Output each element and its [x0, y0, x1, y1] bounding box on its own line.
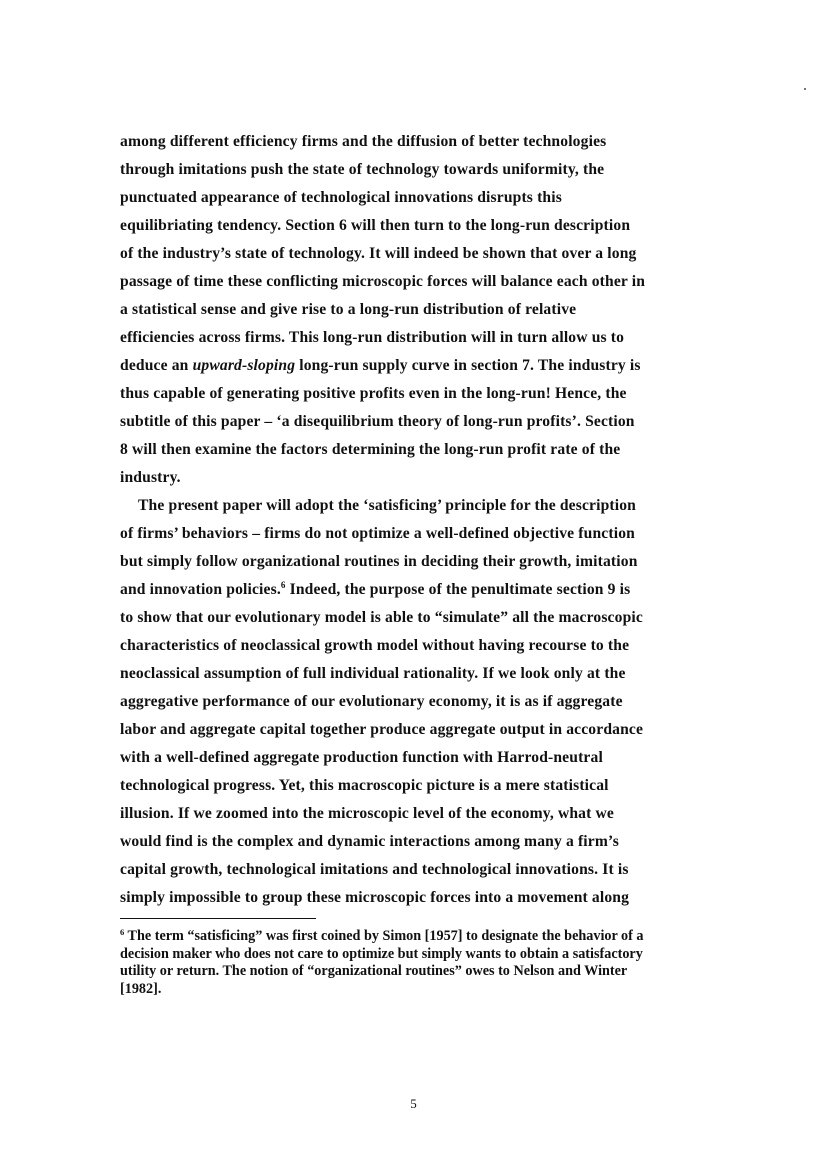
footnote-line: [1982]. [120, 980, 162, 997]
scan-speck [804, 88, 806, 90]
footnote-text: The term “satisficing” was first coined by Simon [1957] to designate the behavior of a [124, 928, 644, 944]
footnote-line: utility or return. The notion of “organizational routines” owes to Nelson and Winter [120, 963, 628, 979]
text-line: of firms’ behaviors – firms do not optimize a well-defined objective function [120, 525, 635, 542]
footnote-line: decision maker who does not care to optimize but simply wants to obtain a satisfactory [120, 945, 643, 962]
text-line: among different efficiency firms and the diffusion of better technologies [120, 133, 607, 150]
text-line: through imitations push the state of technology towards uniformity, the [120, 161, 605, 178]
footnote-line [120, 928, 760, 946]
text-line: would find is the complex and dynamic interactions among many a firm’s [120, 833, 619, 850]
text-line: The present paper will adopt the ‘satisficing’ principle for the description [138, 497, 636, 514]
text-line: simply impossible to group these microscopic forces into a movement along [120, 889, 630, 906]
footnote-reference[interactable]: 6 [280, 580, 286, 590]
text-line: but simply follow organizational routines in deciding their growth, imitation [120, 553, 638, 570]
text-line: labor and aggregate capital together produce aggregate output in accordance [120, 721, 644, 738]
text-line: passage of time these conflicting microscopic forces will balance each other in [120, 273, 646, 290]
text-line: a statistical sense and give rise to a long-run distribution of relative [120, 301, 577, 318]
footnote-mark: 6 [120, 927, 125, 937]
text-line: to show that our evolutionary model is able to “simulate” all the macroscopic [120, 609, 643, 626]
footnote-divider [120, 918, 316, 919]
text-line: 8 will then examine the factors determining the long-run profit rate of the [120, 441, 621, 458]
text-line: of the industry’s state of technology. It will indeed be shown that over a long [120, 245, 637, 262]
text-line: equilibriating tendency. Section 6 will then turn to the long-run description [120, 217, 631, 234]
text-line [120, 576, 760, 604]
footnote [120, 928, 760, 998]
text-line: efficiencies across firms. This long-run distribution will in turn allow us to [120, 329, 625, 346]
text-line: characteristics of neoclassical growth model without having recourse to the [120, 637, 630, 654]
text-segment: deduce an [120, 357, 193, 374]
text-line: subtitle of this paper – ‘a disequilibrium theory of long-run profits’. Section [120, 413, 635, 430]
italic-emphasis: upward-sloping [192, 357, 296, 374]
text-line: capital growth, technological imitations and technological innovations. It is [120, 861, 629, 878]
page-number: 5 [410, 1096, 417, 1111]
text-segment: Indeed, the purpose of the penultimate section 9 is [285, 581, 631, 598]
text-line [120, 352, 760, 380]
text-segment: and innovation policies. [120, 581, 281, 598]
text-line: aggregative performance of our evolutionary economy, it is as if aggregate [120, 693, 623, 710]
text-line: industry. [120, 469, 181, 486]
text-line: illusion. If we zoomed into the microscopic level of the economy, what we [120, 805, 615, 822]
text-segment: long-run supply curve in section 7. The industry is [295, 357, 641, 374]
text-line: thus capable of generating positive profits even in the long-run! Hence, the [120, 385, 627, 402]
text-line: punctuated appearance of technological innovations disrupts this [120, 189, 562, 206]
body-text [120, 128, 760, 912]
text-line: neoclassical assumption of full individual rationality. If we look only at the [120, 665, 626, 682]
text-line: with a well-defined aggregate production function with Harrod-neutral [120, 749, 603, 766]
text-line: technological progress. Yet, this macroscopic picture is a mere statistical [120, 777, 609, 794]
